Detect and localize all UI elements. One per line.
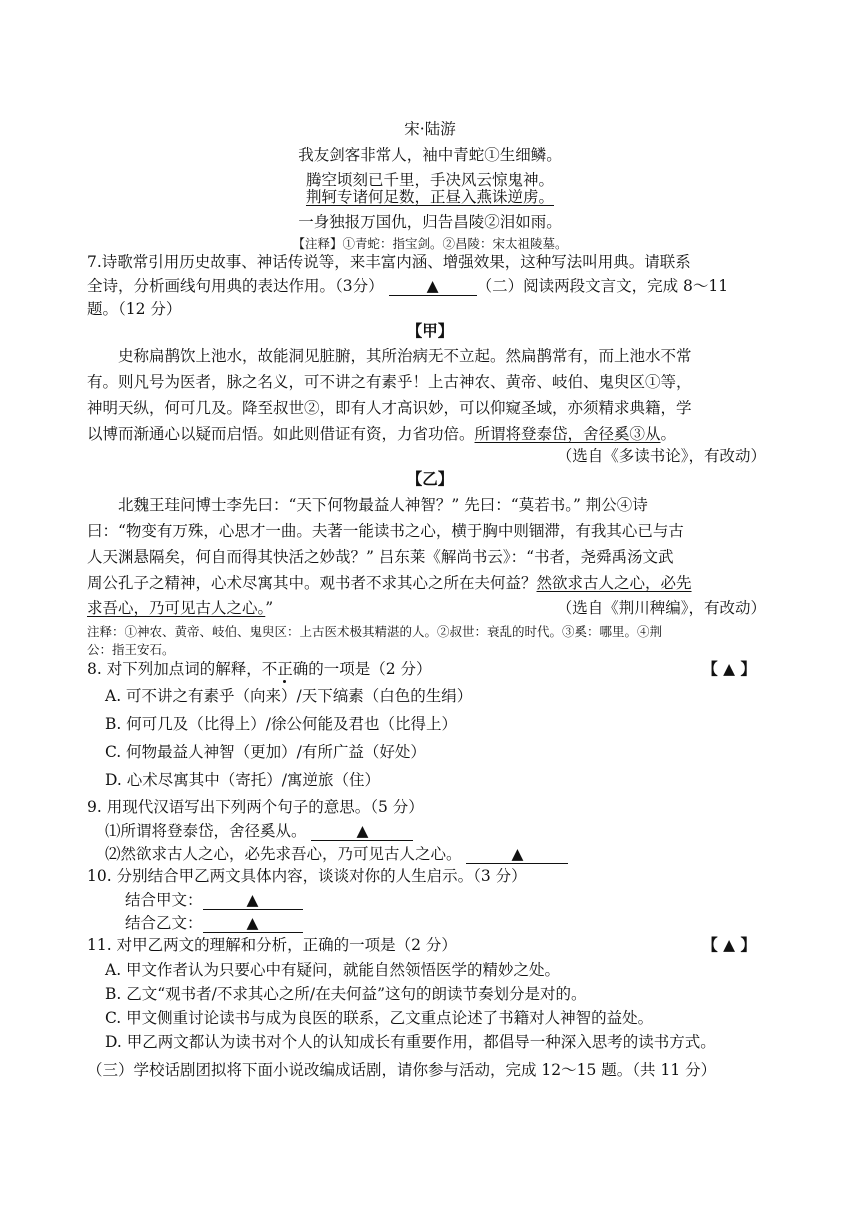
q7-line-2-text: 全诗，分析画线句用典的表达作用。（3分）	[87, 277, 384, 295]
yi-title: 【乙】	[406, 469, 454, 488]
poem-note: 【注释】①青蛇：指宝剑。②昌陵：宋太祖陵墓。	[292, 236, 568, 251]
q9-sentence-1-row	[105, 821, 413, 841]
jia-line-1: 史称扁鹊饮上池水，故能洞见脏腑，其所治病无不立起。然扁鹊常有，而上池水不常	[118, 347, 692, 365]
q10-yi-blank[interactable]: ▲	[203, 914, 303, 933]
q10-yi-row	[125, 913, 303, 933]
q9-stem: 9. 用现代汉语写出下列两个句子的意思。（5 分）	[87, 798, 424, 816]
yi-line-5	[87, 598, 273, 618]
poem-line-2: 腾空顷刻已千里，手决风云惊鬼神。	[305, 171, 554, 189]
yi-underlined-sentence-part-1: 然欲求古人之心，必先	[536, 574, 692, 592]
q8-option-b[interactable]: B. 何可几及（比得上）/徐公何能及君也（比得上）	[105, 715, 457, 733]
q10-yi-label: 结合乙文：	[125, 914, 203, 932]
q11-option-a[interactable]: A. 甲文作者认为只要心中有疑问，就能自然领悟医学的精妙之处。	[105, 961, 561, 979]
jia-line-4-end: 。	[660, 425, 677, 443]
q8-stem-c: 的一项是（2 分）	[308, 660, 432, 678]
q9-answer-blank-1[interactable]: ▲	[311, 822, 413, 841]
q8-stem-emphasis: 不正确	[261, 660, 309, 678]
notes-line-1: 注释：①神农、黄帝、岐伯、鬼臾区：上古医术极其精湛的人。②叔世：衰乱的时代。③奚：哪里。④荆	[87, 624, 663, 639]
yi-line-4-text: 周公孔子之精神，心术尽寓其中。观书者不求其心之所在夫何益？	[87, 574, 537, 592]
jia-source: （选自《多读书论》，有改动）	[556, 447, 766, 465]
poem-line-4: 一身独报万国仇，归告昌陵②泪如雨。	[298, 213, 562, 231]
q11-option-c[interactable]: C. 甲文侧重讨论读书与成为良医的联系，乙文重点论述了书籍对人神智的益处。	[105, 1009, 654, 1027]
poem-line-3-wrap	[0, 187, 860, 207]
q10-jia-row	[125, 890, 303, 910]
q11-stem: 11. 对甲乙两文的理解和分析，正确的一项是（2 分）	[87, 936, 457, 954]
q8-stem-a: 8. 对下列加点词的解释，	[87, 660, 262, 678]
poem-line-1: 我友剑客非常人，袖中青蛇①生细鳞。	[298, 146, 562, 164]
q8-answer-bracket[interactable]: 【 ▲ 】	[702, 659, 756, 678]
q10-jia-blank[interactable]: ▲	[203, 891, 303, 910]
notes-line-2: 公：指王安石。	[87, 642, 175, 657]
jia-line-4-text: 以博而渐通心以疑而启悟。如此则借证有资，力省功倍。	[87, 425, 475, 443]
jia-underlined-sentence: 所谓将登泰岱，舍径奚③从	[474, 425, 661, 443]
yi-underlined-sentence-part-2: 求吾心，乃可见古人之心。	[87, 599, 266, 617]
q8-option-d[interactable]: D. 心术尽寓其中（寄托）/寓逆旅（住）	[105, 771, 380, 789]
q7-answer-blank[interactable]: ▲	[389, 277, 477, 296]
q9-sentence-2-row	[105, 844, 568, 864]
q11-option-d[interactable]: D. 甲乙两文都认为读书对个人的认知成长有重要作用，都倡导一种深入思考的读书方式。	[105, 1033, 716, 1051]
q7-line-3: 题。（12 分）	[87, 300, 182, 318]
yi-line-3: 人天渊悬隔矣，何自而得其快活之妙哉？” 吕东莱《解尚书云》：“书者，尧舜禹汤文武	[87, 548, 674, 566]
q10-jia-label: 结合甲文：	[125, 891, 203, 909]
q7-line-2	[87, 276, 728, 296]
jia-line-3: 神明天纵，何可几及。降至叔世②，即有人才高识妙，可以仰窥圣域，亦须精求典籍，学	[87, 399, 692, 417]
q8-option-a[interactable]: A. 可不讲之有素乎（向来）/天下缟素（白色的生绢）	[105, 687, 473, 705]
jia-line-2: 有。则凡号为医者，脉之名义，可不讲之有素乎！上古神农、黄帝、岐伯、鬼臾区①等，	[87, 373, 692, 391]
q11-answer-bracket[interactable]: 【 ▲ 】	[702, 935, 756, 954]
section-3-heading: （三）学校话剧团拟将下面小说改编成话剧，请你参与活动，完成 12～15 题。（共 11 分）	[87, 1061, 717, 1079]
q7-line-1: 7.诗歌常引用历史故事、神话传说等，来丰富内涵、增强效果，这种写法叫用典。请联系	[87, 253, 691, 271]
jia-title: 【甲】	[406, 321, 454, 340]
yi-line-5-end: ”	[265, 599, 274, 617]
q9-sentence-2: ⑵然欲求古人之心，必先求吾心，乃可见古人之心。	[105, 845, 462, 863]
yi-source: （选自《荆川稗编》，有改动）	[556, 599, 766, 617]
yi-line-1: 北魏王珪问博士李先曰：“天下何物最益人神智？” 先曰：“莫若书。” 荆公④诗	[118, 496, 648, 514]
q9-answer-blank-2[interactable]: ▲	[466, 845, 568, 864]
yi-line-4	[87, 573, 692, 593]
q8-stem	[87, 659, 432, 679]
q8-option-c[interactable]: C. 何物最益人神智（更加）/有所广益（好处）	[105, 743, 426, 761]
jia-line-4	[87, 424, 676, 444]
yi-line-2: 曰：“物变有万殊，心思才一曲。夫著一能读书之心，横于胸中则锢滞，有我其心已与古	[87, 522, 684, 540]
poem-author: 宋·陆游	[404, 120, 456, 138]
q9-sentence-1: ⑴所谓将登泰岱，舍径奚从。	[105, 822, 307, 840]
q11-option-b[interactable]: B. 乙文“观书者/不求其心之所/在夫何益”这句的朗读节奏划分是对的。	[105, 985, 587, 1003]
q7-line-2-tail: （二）阅读两段文言文，完成 8～11	[476, 277, 729, 295]
q10-stem: 10. 分别结合甲乙两文具体内容，谈谈对你的人生启示。（3 分）	[87, 867, 527, 885]
poem-line-3: 荆轲专诸何足数，正昼入燕诛逆虏。	[305, 188, 554, 206]
